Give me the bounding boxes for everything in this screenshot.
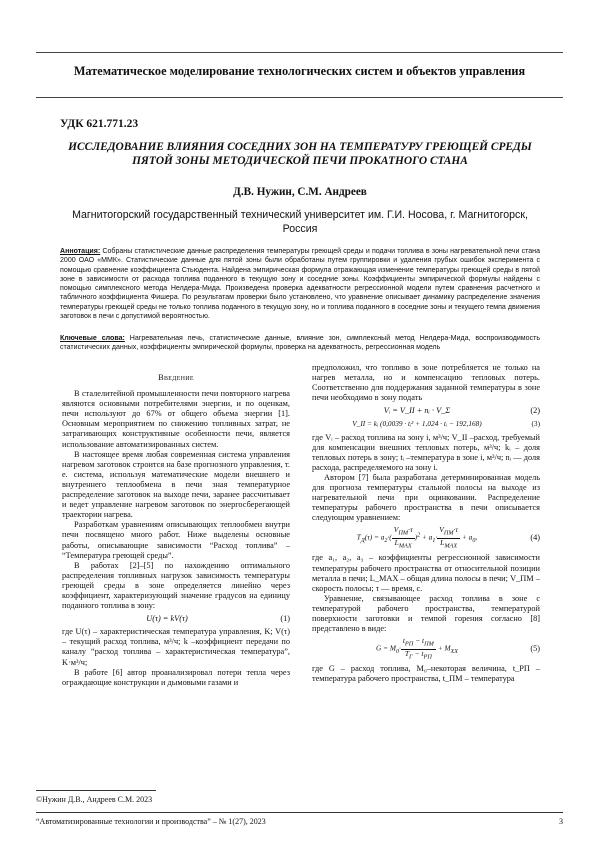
equation-2-body: Vᵢ = V_II + nᵢ · V_Σ bbox=[312, 406, 522, 416]
equation-4 bbox=[312, 526, 540, 550]
page-footer bbox=[36, 817, 563, 826]
equation-4-number: (4) bbox=[522, 533, 540, 543]
copyright-note: ©Нужин Д.В., Андреев С.М. 2023 bbox=[36, 795, 152, 804]
equation-5-body: G = M0· tРП − tПМ TГ − tРП + MХХ bbox=[312, 637, 522, 661]
equation-3 bbox=[312, 419, 540, 429]
equation-1-body: U(τ) = kV(τ) bbox=[62, 614, 272, 624]
footnote-rule bbox=[36, 790, 156, 791]
footer-rule bbox=[36, 812, 563, 813]
paragraph: Автором [7] была разработана детерминированная модель для прогноза температуры стальной полосы на выходе из нагревательной печи при оцинковании. Распределение температуры рабочего пространства в печи описывается следующим уравнением: bbox=[312, 473, 540, 523]
left-column bbox=[62, 363, 290, 688]
abstract-label: Аннотация: bbox=[60, 248, 100, 255]
authors: Д.В. Нужин, С.М. Андреев bbox=[60, 186, 540, 198]
abstract bbox=[60, 247, 540, 321]
section-title-introduction: Введение bbox=[62, 373, 290, 383]
equation-1-number: (1) bbox=[272, 614, 290, 624]
paragraph: Уравнение, связывающее расход топлива в зоне с температурой рабочего пространства, температурой поверхности заготовки и темпой горения согласно [8] представлено в виде: bbox=[312, 594, 540, 634]
equation-5-number: (5) bbox=[522, 644, 540, 654]
abstract-text: Собраны статистические данные распределения температуры греющей среды и подачи топлива в зоны нагревательной печи стана 2000 ОАО «ММК». Статистические данные для пятой зоны были обработаны путем группировки и удаления грубых ошибок эксперимента с помощью сравнение коэффициента Стьюдента. Найдена эмпирическая формула отражающая изменение температуры греющей среды в пятой зоне в зависимости от расхода топлива поданного в текущую зону и соседние зоны. Коэффициенты эмпирической формулы найдены с помощью симплексного метода Нелдера-Мида. Произведена проверка адекватности регрессионной модели путем сравнения расчетного и табличного коэффициента Фишера. По результатам проверки было установлено, что уравнение описывает динамику распределение значения температуры греющей среды не только топлива поданного в текущую зону, но и топлива поданного в соседние зоны и текущего темпа движения заготовок в печи с допустимой вероятностью. bbox=[60, 248, 540, 320]
paragraph: В настоящее время любая современная система управления нагревом заготовок строится на базе прогнозного управления, т. е. система, используя математические модели внешнего и внутреннего теплообмена в печи зная температурное распределение заготовок на выходе печи, заранее рассчитывает и ведет управление нагревом заготовок по энергосберегающей траектории нагрева. bbox=[62, 450, 290, 521]
equation-1 bbox=[62, 614, 290, 624]
equation-2 bbox=[312, 406, 540, 416]
equation-2-number: (2) bbox=[522, 406, 540, 416]
page-number: 3 bbox=[559, 817, 563, 826]
paragraph: где Vᵢ – расход топлива на зону i, м³/ч; V_II –расход, требуемый для компенсации внешних тепловых потерь, м³/ч; kᵢ – доля тепловых потерь в зону; tᵢ –температура в зоне i, м³/ч; nᵢ — доля расхода, распределяемого на зону i. bbox=[312, 433, 540, 473]
paragraph: где a₁, a₂, a₃ – коэффициенты регрессионной зависимости температуры рабочего пространства от относительной позиции металла в печи; L_MAX – общая длина полосы в печи; V_ПМ – скорость полосы; τ — время, с. bbox=[312, 553, 540, 593]
keywords-label: Ключевые слова: bbox=[60, 335, 125, 342]
keywords bbox=[60, 334, 540, 353]
equation-5 bbox=[312, 637, 540, 661]
journal-section-title: Математическое моделирование технологических систем и объектов управления bbox=[36, 64, 563, 79]
paragraph: где G – расход топлива, M₀–некоторая величина, t_РП –температура рабочего пространства, t_ПМ – температура bbox=[312, 664, 540, 684]
right-column bbox=[312, 363, 540, 684]
header-rule-bottom bbox=[36, 97, 563, 98]
article-title: ИССЛЕДОВАНИЕ ВЛИЯНИЯ СОСЕДНИХ ЗОН НА ТЕМПЕРАТУРУ ГРЕЮЩЕЙ СРЕДЫ ПЯТОЙ ЗОНЫ МЕТОДИЧЕСКОЙ ПЕЧИ ПРОКАТНОГО СТАНА bbox=[60, 140, 540, 168]
paragraph: где U(τ) – характеристическая температура управления, K; V(τ) – текущий расход топлива, м³/ч; k –коэффициент передачи по каналу “расход топлива – характеристическая температура”, K·м³/ч; bbox=[62, 627, 290, 667]
footer-journal: “Автоматизированные технологии и производства” – № 1(27), 2023 bbox=[36, 817, 266, 826]
paragraph: В работах [2]–[5] по нахождению оптимального распределения топливных нагрузок зависимость температуры греющей среды в зоне определяется линейно через коэффициент, характеризующий значение градусов на единицу поданного топлива в зону: bbox=[62, 561, 290, 611]
equation-3-number: (3) bbox=[522, 419, 540, 429]
paragraph: В сталелитейной промышленности печи повторного нагрева являются основными потребителями энергии, и по оценкам, печи используют до 67% от общего объема энергии [1]. Основным мероприятием по снижению топливных затрат, не затрагивающих конструктивные особенности печи, является использование автоматизированных систем. bbox=[62, 389, 290, 450]
keywords-text: Нагревательная печь, статистические данные, влияние зон, симплексный метод Нелдера-Мида, воспроизводимость статистических данных, коэффициенты эмпирической формулы, проверка на адекватность, регрессионная модель bbox=[60, 335, 540, 351]
paragraph: Разработкам уравнениям описывающих теплообмен внутри печи посвящено много работ. Ниже выделены основные работы, описывающие зависимости “Расход топлива” – “Температура греющей среды”. bbox=[62, 520, 290, 560]
equation-3-body: V_II = kᵢ (0,0039 · tᵢ² + 1,024 · tᵢ − 192,168) bbox=[312, 419, 522, 429]
article-page bbox=[0, 0, 600, 848]
udk-code: УДК 621.771.23 bbox=[60, 118, 138, 130]
paragraph: предположил, что топливо в зоне потребляется не только на нагрев металла, но и компенсацию тепловых потерь. Соответственно для поддержания заданной температуры в зоне печи необходимо в зону подать bbox=[312, 363, 540, 403]
paragraph: В работе [6] автор проанализировал потери тепла через ограждающие конструкции и дымовыми газами и bbox=[62, 668, 290, 688]
equation-4-body: TД(τ) = a2·( VПМ·τ LMAX )2 + a1· VПМ·τ LMAX + a0, bbox=[312, 526, 522, 550]
affiliation: Магнитогорский государственный технический университет им. Г.И. Носова, г. Магнитогорск, Россия bbox=[60, 208, 540, 236]
header-rule-top bbox=[36, 52, 563, 53]
